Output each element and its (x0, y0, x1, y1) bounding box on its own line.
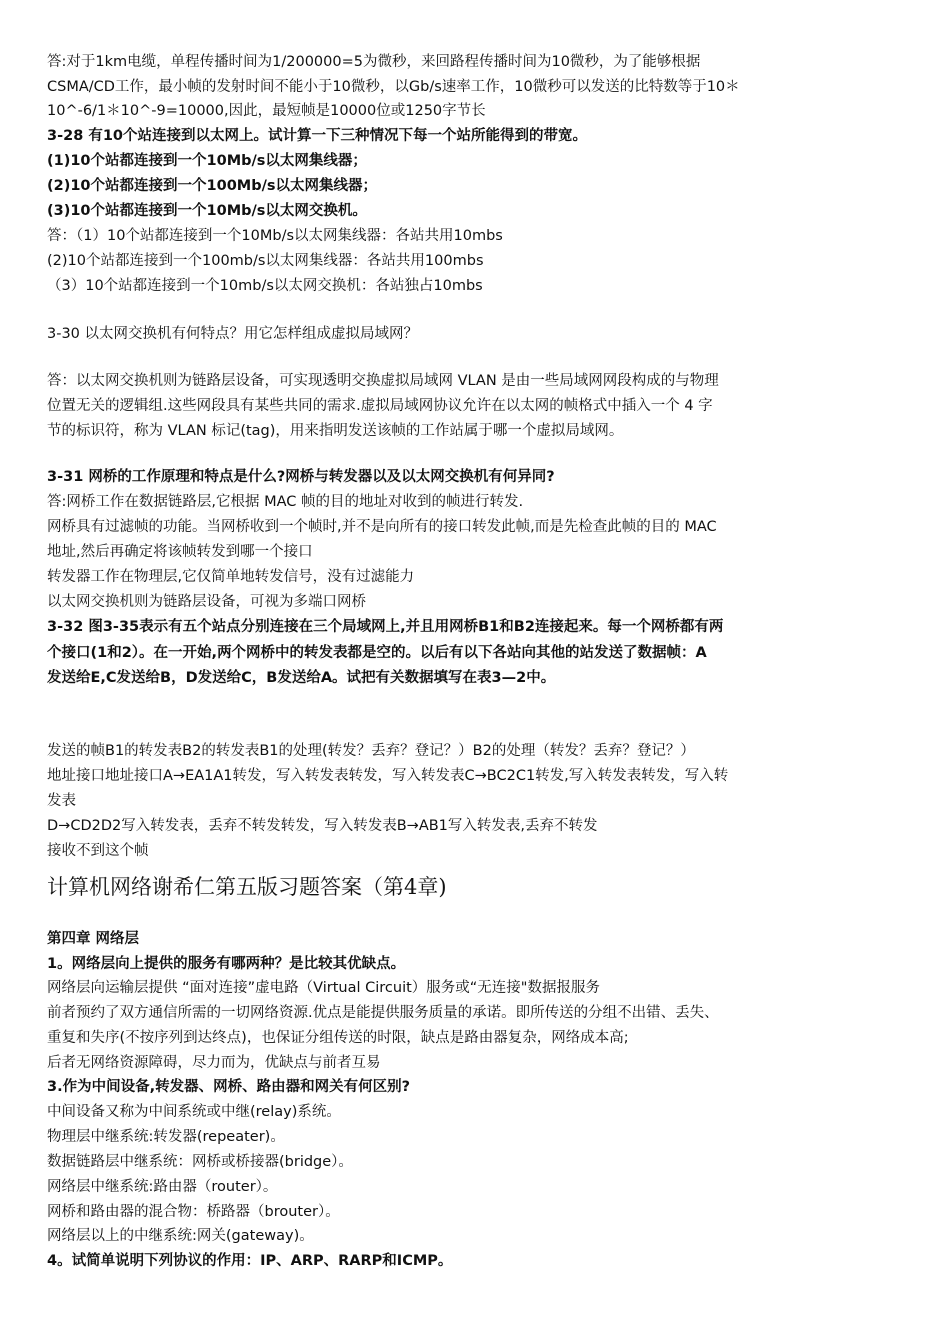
text-line: CSMA/CD工作，最小帧的发射时间不能小于10微秒，以Gb/s速率工作，10微秒可以发送的比特数等于10＊ (47, 79, 740, 95)
text-line: 10^-6/1＊10^-9=10000,因此，最短帧是10000位或1250字节长 (47, 103, 486, 119)
question-line: (2)10个站都连接到一个100Mb/s以太网集线器； (47, 178, 378, 194)
text-line: 答：以太网交换机则为链路层设备，可实现透明交换虚拟局域网 VLAN 是由一些局域网网段构成的与物理 (47, 373, 719, 389)
text-line: 发表 (47, 793, 76, 809)
text-line: 后者无网络资源障碍，尽力而为，优缺点与前者互易 (47, 1055, 381, 1071)
text-line: 网络层向运输层提供 “面对连接”虚电路（Virtual Circuit）服务或“无连接"数据报服务 (47, 980, 600, 996)
text-line: 地址,然后再确定将该帧转发到哪一个接口 (47, 544, 313, 560)
question-line: 1。网络层向上提供的服务有哪两种？是比较其优缺点。 (47, 956, 406, 972)
text-line: 前者预约了双方通信所需的一切网络资源.优点是能提供服务质量的承诺。即所传送的分组不出错、丢失、 (47, 1005, 719, 1021)
text-line: 答:网桥工作在数据链路层,它根据 MAC 帧的目的地址对收到的帧进行转发. (47, 494, 524, 510)
text-line: （3）10个站都连接到一个10mb/s以太网交换机：各站独占10mbs (47, 278, 483, 294)
text-line: (2)10个站都连接到一个100mb/s以太网集线器：各站共用100mbs (47, 253, 484, 269)
question-line: 3.作为中间设备,转发器、网桥、路由器和网关有何区别? (47, 1079, 411, 1095)
text-line: 地址接口地址接口A→EA1A1转发，写入转发表转发，写入转发表C→BC2C1转发,写入转发表转发，写入转 (47, 768, 729, 784)
question-line: (1)10个站都连接到一个10Mb/s以太网集线器； (47, 153, 367, 169)
question-line: 发送给E,C发送给B，D发送给C，B发送给A。试把有关数据填写在表3—2中。 (47, 670, 556, 686)
question-line: 4。试简单说明下列协议的作用：IP、ARP、RARP和ICMP。 (47, 1253, 453, 1269)
text-line: 发送的帧B1的转发表B2的转发表B1的处理(转发？丢弃？登记？）B2的处理（转发？丢弃？登记？） (47, 743, 695, 759)
text-line: 位置无关的逻辑组.这些网段具有某些共同的需求.虚拟局域网协议允许在以太网的帧格式中插入一个 4 字 (47, 398, 713, 414)
text-line: 网桥和路由器的混合物：桥路器（brouter）。 (47, 1204, 340, 1220)
text-line: 重复和失序(不按序列到达终点)，也保证分组传送的时限，缺点是路由器复杂，网络成本高; (47, 1030, 629, 1046)
question-line: 第四章 网络层 (47, 931, 140, 947)
text-line: 以太网交换机则为链路层设备，可视为多端口网桥 (47, 594, 366, 610)
text-line: 网络层中继系统:路由器（router）。 (47, 1179, 278, 1195)
chapter-heading: 计算机网络谢希仁第五版习题答案（第4章) (47, 875, 447, 899)
text-line: 物理层中继系统:转发器(repeater)。 (47, 1129, 285, 1145)
text-line: 转发器工作在物理层,它仅简单地转发信号，没有过滤能力 (47, 569, 415, 585)
text-line: 中间设备又称为中间系统或中继(relay)系统。 (47, 1104, 341, 1120)
text-line: 网桥具有过滤帧的功能。当网桥收到一个帧时,并不是向所有的接口转发此帧,而是先检查此帧的目的 MAC (47, 519, 717, 535)
question-line: 3-28 有10个站连接到以太网上。试计算一下三种情况下每一个站所能得到的带宽。 (47, 128, 588, 144)
text-line: 接收不到这个帧 (47, 843, 149, 859)
question-line: (3)10个站都连接到一个10Mb/s以太网交换机。 (47, 203, 367, 219)
question-line: 3-31 网桥的工作原理和特点是什么?网桥与转发器以及以太网交换机有何异同? (47, 469, 555, 485)
text-line: D→CD2D2写入转发表，丢弃不转发转发，写入转发表B→AB1写入转发表,丢弃不转发 (47, 818, 598, 834)
text-line: 节的标识符，称为 VLAN 标记(tag)，用来指明发送该帧的工作站属于哪一个虚拟局域网。 (47, 423, 624, 439)
text-line: 答:对于1km电缆，单程传播时间为1/200000=5为微秒，来回路程传播时间为10微秒，为了能够根据 (47, 54, 701, 70)
text-line: 数据链路层中继系统：网桥或桥接器(bridge）。 (47, 1154, 353, 1170)
text-line: 3-30 以太网交换机有何特点？用它怎样组成虚拟局域网？ (47, 326, 419, 342)
text-line: 网络层以上的中继系统:网关(gateway)。 (47, 1228, 314, 1244)
question-line: 个接口(1和2）。在一开始,两个网桥中的转发表都是空的。以后有以下各站向其他的站发送了数据帧：A (47, 645, 707, 661)
text-line: 答：（1）10个站都连接到一个10Mb/s以太网集线器：各站共用10mbs (47, 228, 503, 244)
question-line: 3-32 图3-35表示有五个站点分别连接在三个局域网上,并且用网桥B1和B2连接起来。每一个网桥都有两 (47, 619, 724, 635)
